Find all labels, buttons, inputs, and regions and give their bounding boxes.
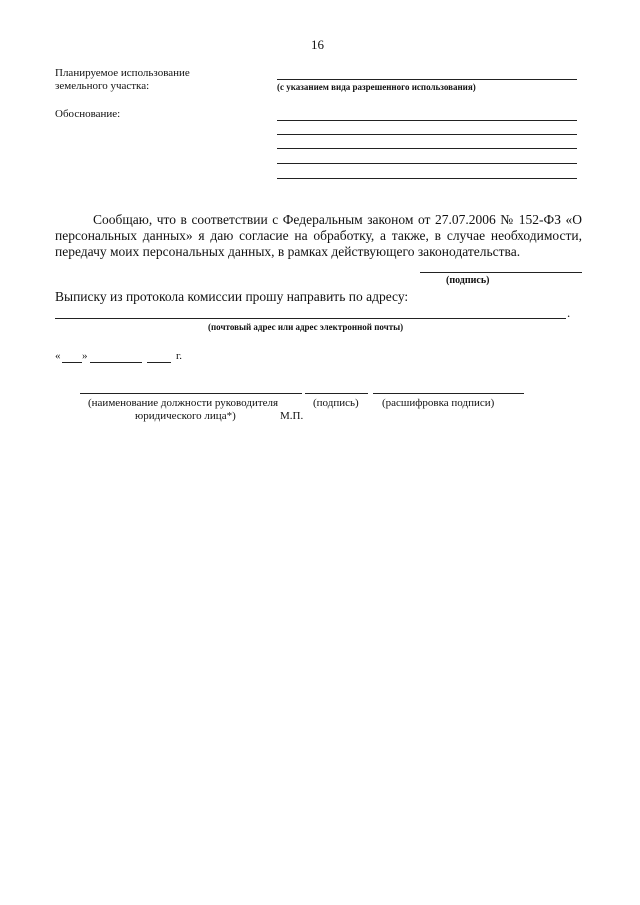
justification-field-line-5[interactable] [277, 178, 577, 179]
justification-field-line-4[interactable] [277, 163, 577, 164]
land-use-field-line[interactable] [277, 79, 577, 80]
page-number: 16 [311, 37, 324, 52]
land-use-label-line1: Планируемое использование [55, 67, 190, 79]
date-month-field[interactable] [90, 362, 142, 363]
justification-field-line-2[interactable] [277, 134, 577, 135]
footer-signature-field-line[interactable] [305, 393, 368, 394]
address-end-mark: . [567, 305, 571, 320]
land-use-caption: (с указанием вида разрешенного использования) [277, 82, 476, 92]
address-request: Выписку из протокола комиссии прошу направить по адресу: [55, 289, 409, 304]
justification-field-line-1[interactable] [277, 120, 577, 121]
date-year-field[interactable] [147, 362, 171, 363]
address-field-line[interactable] [55, 318, 566, 319]
address-caption: (почтовый адрес или адрес электронной почты) [208, 322, 404, 332]
footer-signature-caption: (подпись) [313, 397, 359, 409]
position-field-line[interactable] [80, 393, 302, 394]
applicant-signature-caption: (подпись) [446, 275, 490, 286]
stamp-placeholder: М.П. [280, 410, 304, 422]
decoding-caption: (расшифровка подписи) [382, 397, 495, 409]
date-year-suffix: г. [176, 350, 183, 362]
justification-field-line-3[interactable] [277, 148, 577, 149]
applicant-signature-line[interactable] [420, 272, 582, 273]
decoding-field-line[interactable] [373, 393, 524, 394]
land-use-label-line2: земельного участка: [55, 80, 150, 92]
date-day-field[interactable] [62, 362, 82, 363]
position-caption-line1: (наименование должности руководителя [88, 397, 279, 409]
position-caption-line2: юридического лица*) [135, 410, 236, 422]
date-close-quote: » [82, 350, 88, 362]
consent-paragraph: Сообщаю, что в соответствии с Федеральным законом от 27.07.2006 № 152-ФЗ «О персональных данных» я даю согласие на обработку, а также, в случае необходимости, передачу моих персональных данных, в рамках действующего законодательства. [55, 212, 582, 259]
date-open-quote: « [55, 350, 61, 362]
justification-label: Обоснование: [55, 108, 121, 120]
